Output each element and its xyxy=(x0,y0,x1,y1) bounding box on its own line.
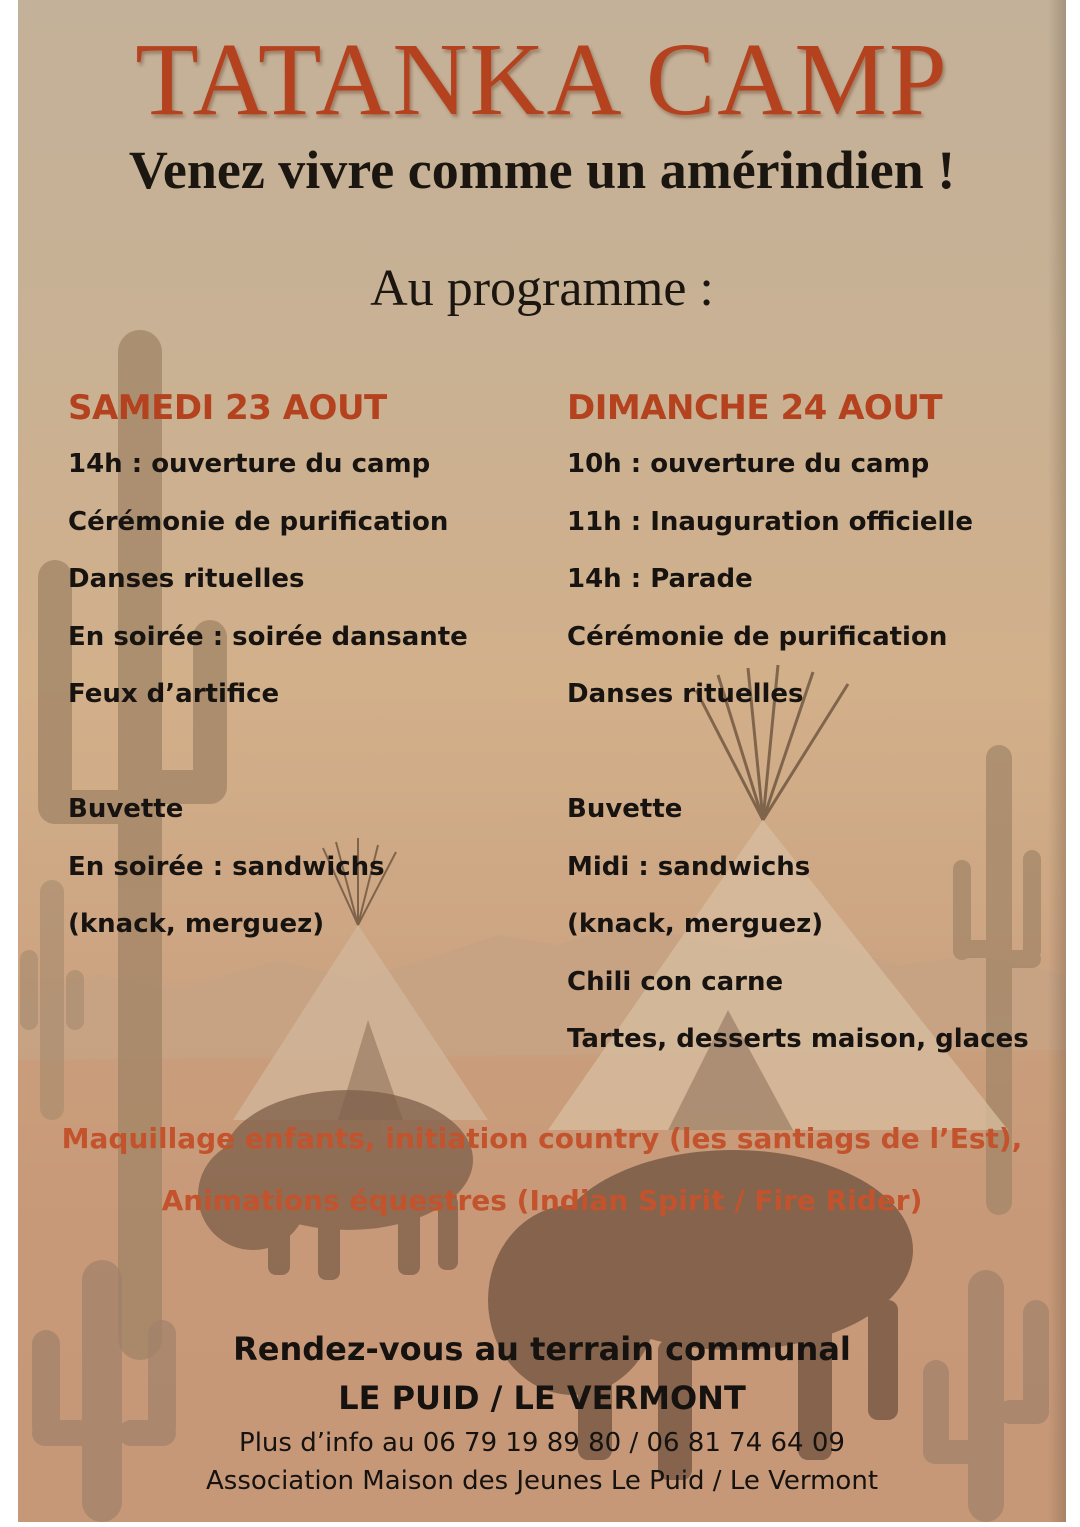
food-item: Tartes, desserts maison, glaces xyxy=(567,1024,1029,1054)
food-item: Buvette xyxy=(567,794,683,824)
day-column-saturday xyxy=(68,384,548,967)
food-item: En soirée : sandwichs xyxy=(68,851,385,882)
food-item: Midi : sandwichs xyxy=(567,851,811,882)
activities-line: Maquillage enfants, initiation country (les santiags de l’Est), xyxy=(61,1122,1023,1155)
spacer xyxy=(567,737,1047,795)
spacer xyxy=(68,737,548,795)
poster-title: TATANKA CAMP xyxy=(135,22,949,137)
schedule-item: En soirée : soirée dansante xyxy=(68,621,468,652)
organizer: Association Maison des Jeunes Le Puid / Le Vermont xyxy=(205,1466,879,1496)
schedule-item: Danses rituelles xyxy=(68,564,305,594)
schedule-item: 11h : Inauguration officielle xyxy=(567,506,973,537)
activities-line: Animations équestres (Indian Spirit / Fire Rider) xyxy=(161,1184,923,1217)
food-item: (knack, merguez) xyxy=(68,909,325,939)
schedule-item: 14h : Parade xyxy=(567,564,753,594)
event-poster xyxy=(18,0,1066,1522)
food-item: Buvette xyxy=(68,794,184,824)
food-item: Chili con carne xyxy=(567,966,784,997)
poster-subtitle: Venez vivre comme un amérindien ! xyxy=(128,140,956,200)
day-column-sunday xyxy=(567,384,1047,1082)
schedule-item: 14h : ouverture du camp xyxy=(68,449,431,479)
day-heading: SAMEDI 23 AOUT xyxy=(68,388,387,428)
contact-info: Plus d’info au 06 79 19 89 80 / 06 81 74 64 09 xyxy=(239,1428,845,1458)
meeting-point: Rendez-vous au terrain communal xyxy=(233,1330,851,1368)
schedule-item: Cérémonie de purification xyxy=(68,506,449,537)
schedule-item: 10h : ouverture du camp xyxy=(567,449,930,479)
location: LE PUID / LE VERMONT xyxy=(338,1379,746,1417)
day-heading: DIMANCHE 24 AOUT xyxy=(567,388,943,428)
schedule-item: Feux d’artifice xyxy=(68,679,280,709)
schedule-item: Danses rituelles xyxy=(567,679,804,709)
programme-label: Au programme : xyxy=(370,260,714,317)
schedule-item: Cérémonie de purification xyxy=(567,621,948,652)
food-item: (knack, merguez) xyxy=(567,909,824,939)
